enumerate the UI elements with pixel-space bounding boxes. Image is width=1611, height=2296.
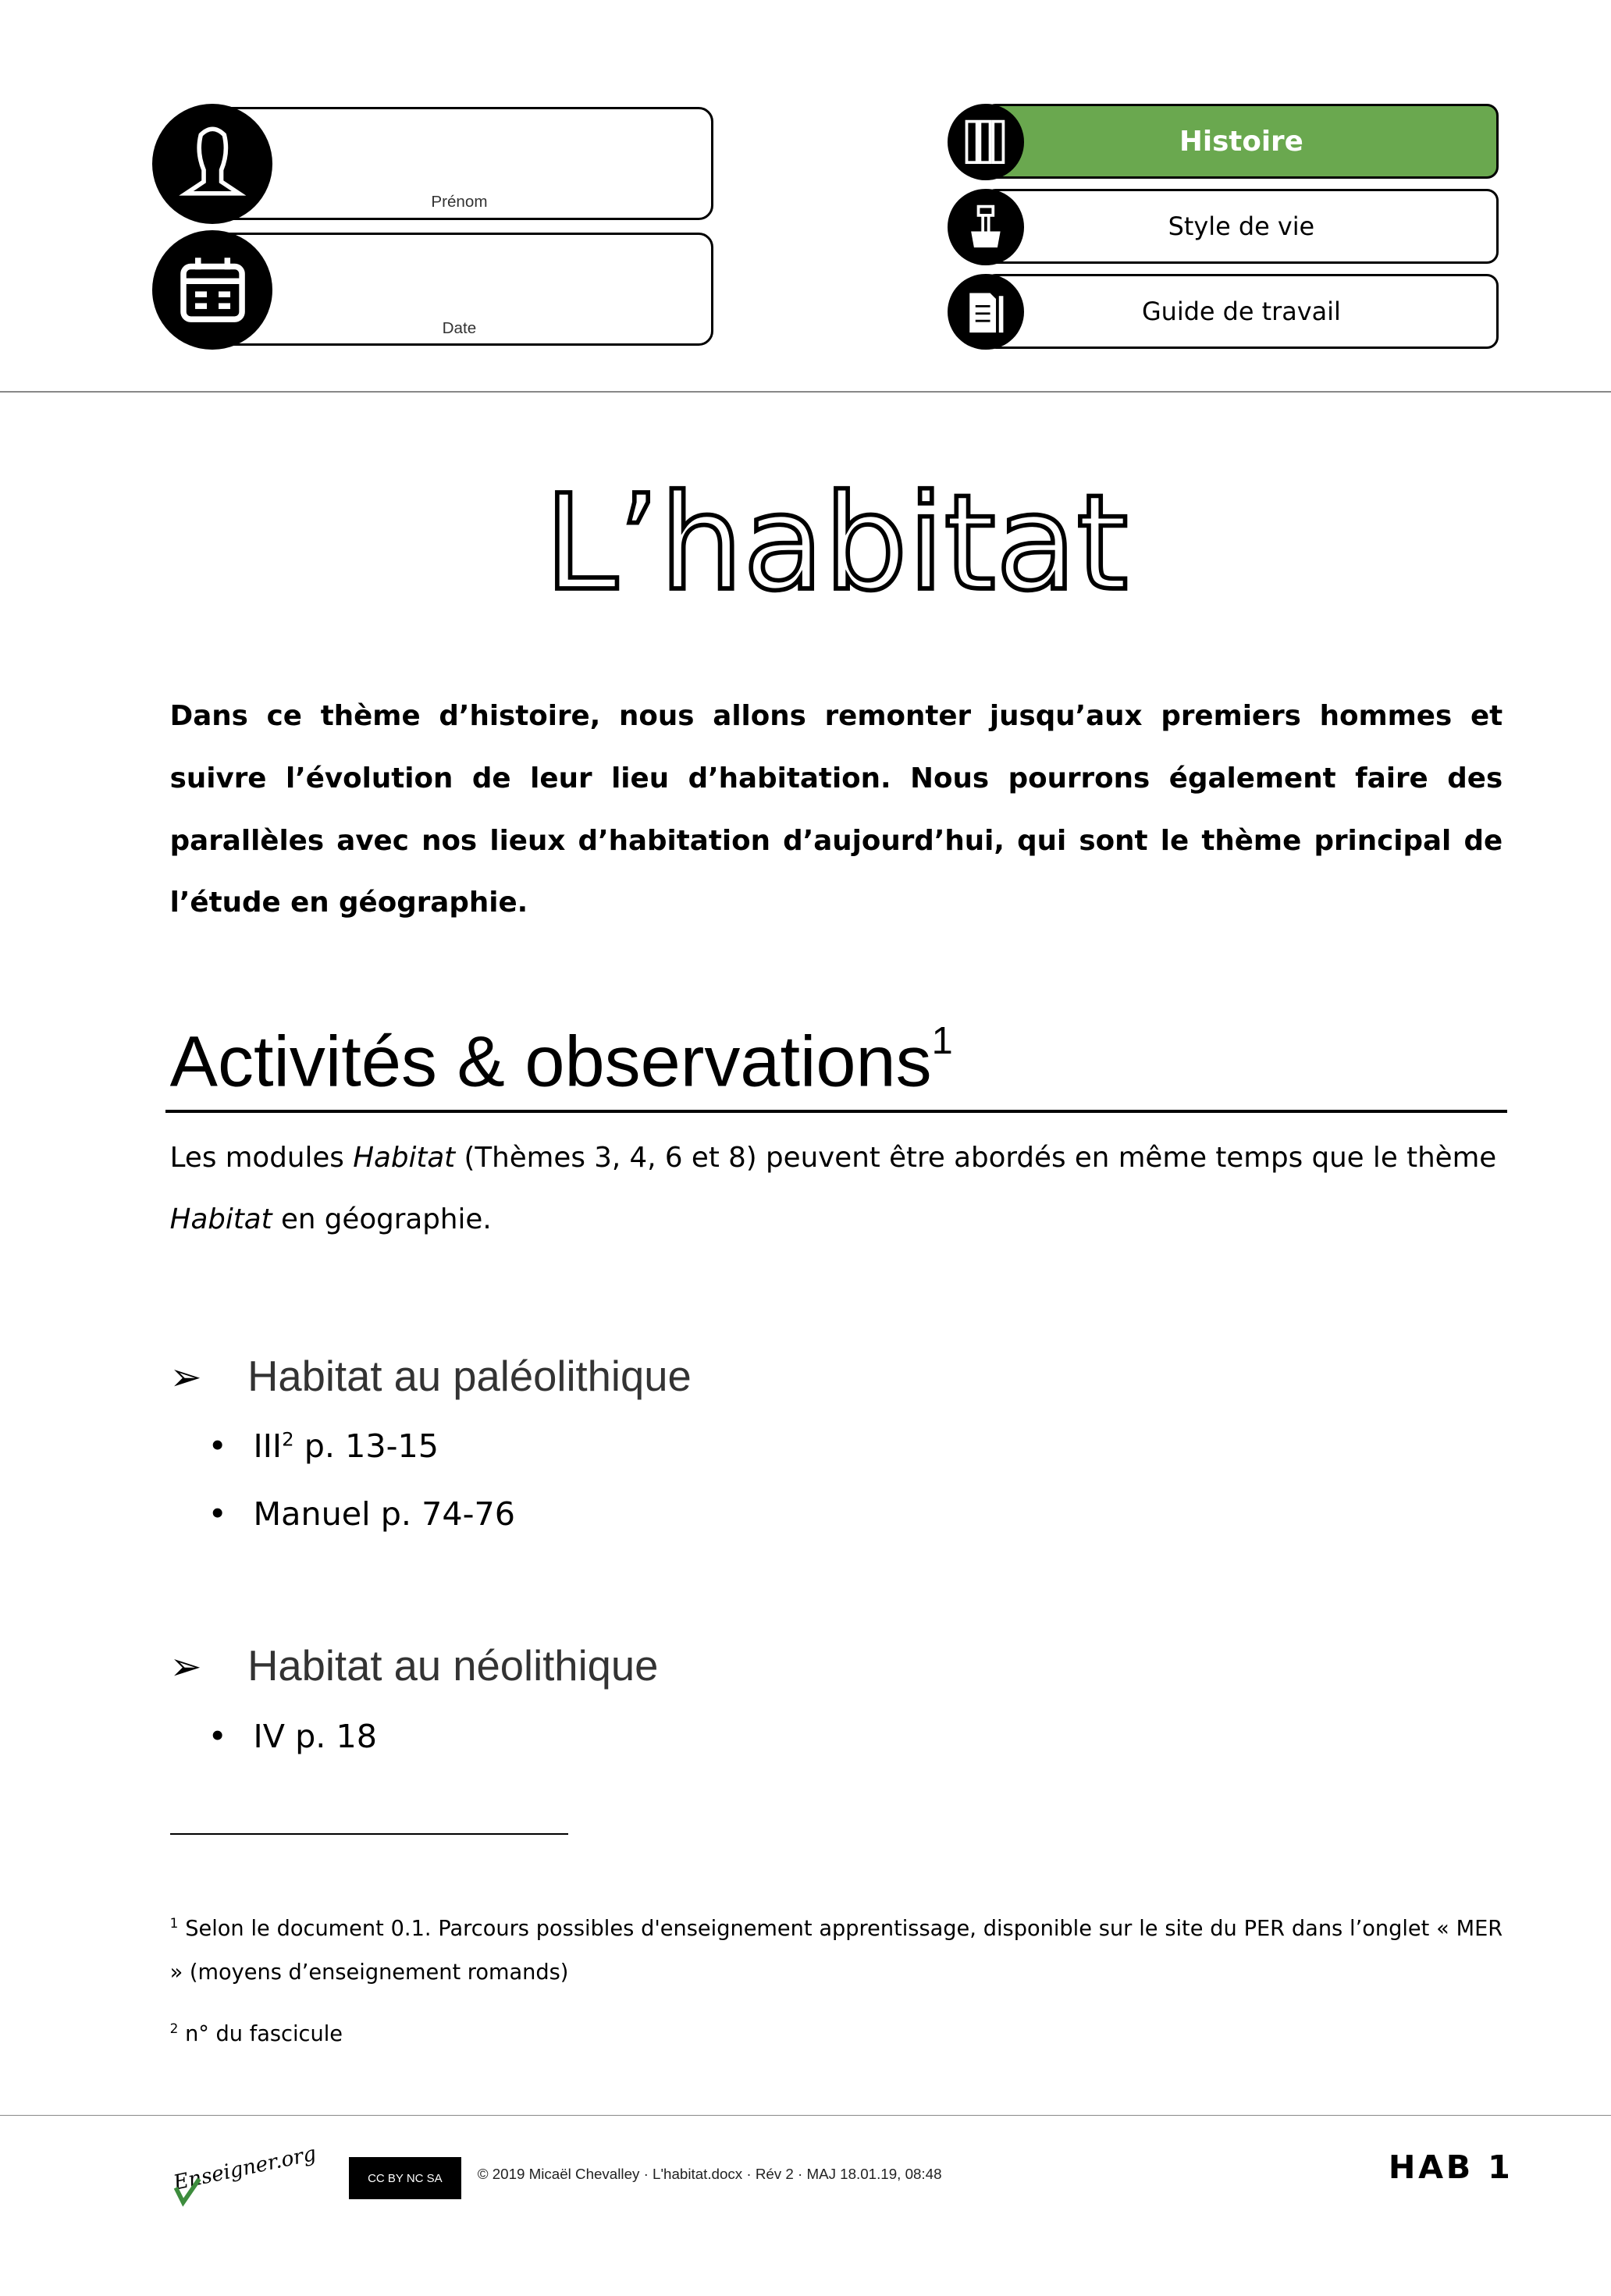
- firstname-label: Prénom: [431, 193, 488, 211]
- person-icon: [152, 104, 272, 224]
- clip-icon: [948, 189, 1024, 265]
- checklist-icon: [948, 274, 1024, 350]
- footnote-2: [170, 2006, 1503, 2056]
- list-item: • III$^2$ p. 13-15: [208, 1427, 439, 1466]
- list-item-text: Manuel p. 74-76: [253, 1495, 516, 1533]
- date-label: Date: [442, 318, 477, 337]
- arrow-bullet-icon: ➢: [169, 1354, 202, 1399]
- para-text: Les modules: [169, 1141, 354, 1174]
- tab-style-de-vie[interactable]: Style de vie: [984, 189, 1499, 264]
- footnote-text: n° du fascicule: [185, 2021, 343, 2046]
- binders-icon: [948, 104, 1024, 180]
- topic-heading: Habitat au néolithique: [247, 1642, 659, 1690]
- footnote-separator: [170, 1833, 568, 1835]
- footer-divider: [0, 2115, 1611, 2117]
- list-item: • Manuel p. 74-76: [208, 1495, 516, 1533]
- list-item: • IV p. 18: [208, 1718, 378, 1756]
- footnote-number: 2: [169, 2020, 179, 2036]
- enseigner-logo: [167, 2144, 328, 2209]
- footnote-number: 1: [169, 1914, 179, 1931]
- para-em: Habitat: [169, 1203, 272, 1235]
- page-title: L’habitat: [544, 465, 1129, 620]
- svg-text:Enseigner.org: Enseigner.org: [171, 2144, 318, 2195]
- list-item-text: p. 13-15: [293, 1427, 439, 1466]
- arrow-bullet-icon: ➢: [169, 1644, 202, 1690]
- para-em: Habitat: [353, 1141, 456, 1174]
- footnote-ref-2[interactable]: 2: [282, 1427, 294, 1451]
- footer-credit: © 2019 Micaël Chevalley · L'habitat.docx · Rév 2 · MAJ 18.01.19, 08:48: [477, 2166, 942, 2183]
- section-heading: [170, 1019, 953, 1103]
- para-text: en géographie.: [272, 1203, 492, 1235]
- footnote-ref-1[interactable]: 1: [931, 1019, 953, 1062]
- header-divider: [0, 391, 1611, 393]
- section-paragraph: [170, 1128, 1503, 1251]
- cc-license-badge[interactable]: [349, 2157, 462, 2200]
- para-text: (Thèmes 3, 4, 6 et 8) peuvent être abordés en même temps que le thème: [455, 1141, 1497, 1174]
- license-text: CC BY NC SA: [368, 2171, 443, 2185]
- tab-histoire[interactable]: Histoire: [984, 104, 1499, 179]
- footnote-text: Selon le document 0.1. Parcours possibles d'enseignement apprentissage, disponible sur le site du PER dans l’onglet « MER » (moyens d’enseignement romands): [169, 1916, 1503, 1985]
- topic-heading: Habitat au paléolithique: [247, 1352, 692, 1400]
- section-heading-text: Activités & observations: [169, 1022, 932, 1102]
- page-code: HAB 1: [1388, 2148, 1513, 2186]
- intro-paragraph: Dans ce thème d’histoire, nous allons remonter jusqu’aux premiers hommes et suivre l’évolution de leur lieu d’habitation. Nous pourrons également faire des parallèles avec nos lieux d’habitation d’aujourd’hui, qui sont le thème principal de l’étude en géographie.: [169, 700, 1503, 919]
- tab-guide-de-travail[interactable]: Guide de travail: [984, 274, 1499, 349]
- heading-rule: [165, 1110, 1507, 1113]
- calendar-icon: [152, 230, 272, 350]
- footnote-1: [170, 1901, 1503, 1996]
- list-item-text: III: [253, 1427, 283, 1466]
- date-field[interactable]: [205, 233, 713, 346]
- list-item-text: IV p. 18: [253, 1718, 378, 1756]
- firstname-field[interactable]: [205, 107, 713, 220]
